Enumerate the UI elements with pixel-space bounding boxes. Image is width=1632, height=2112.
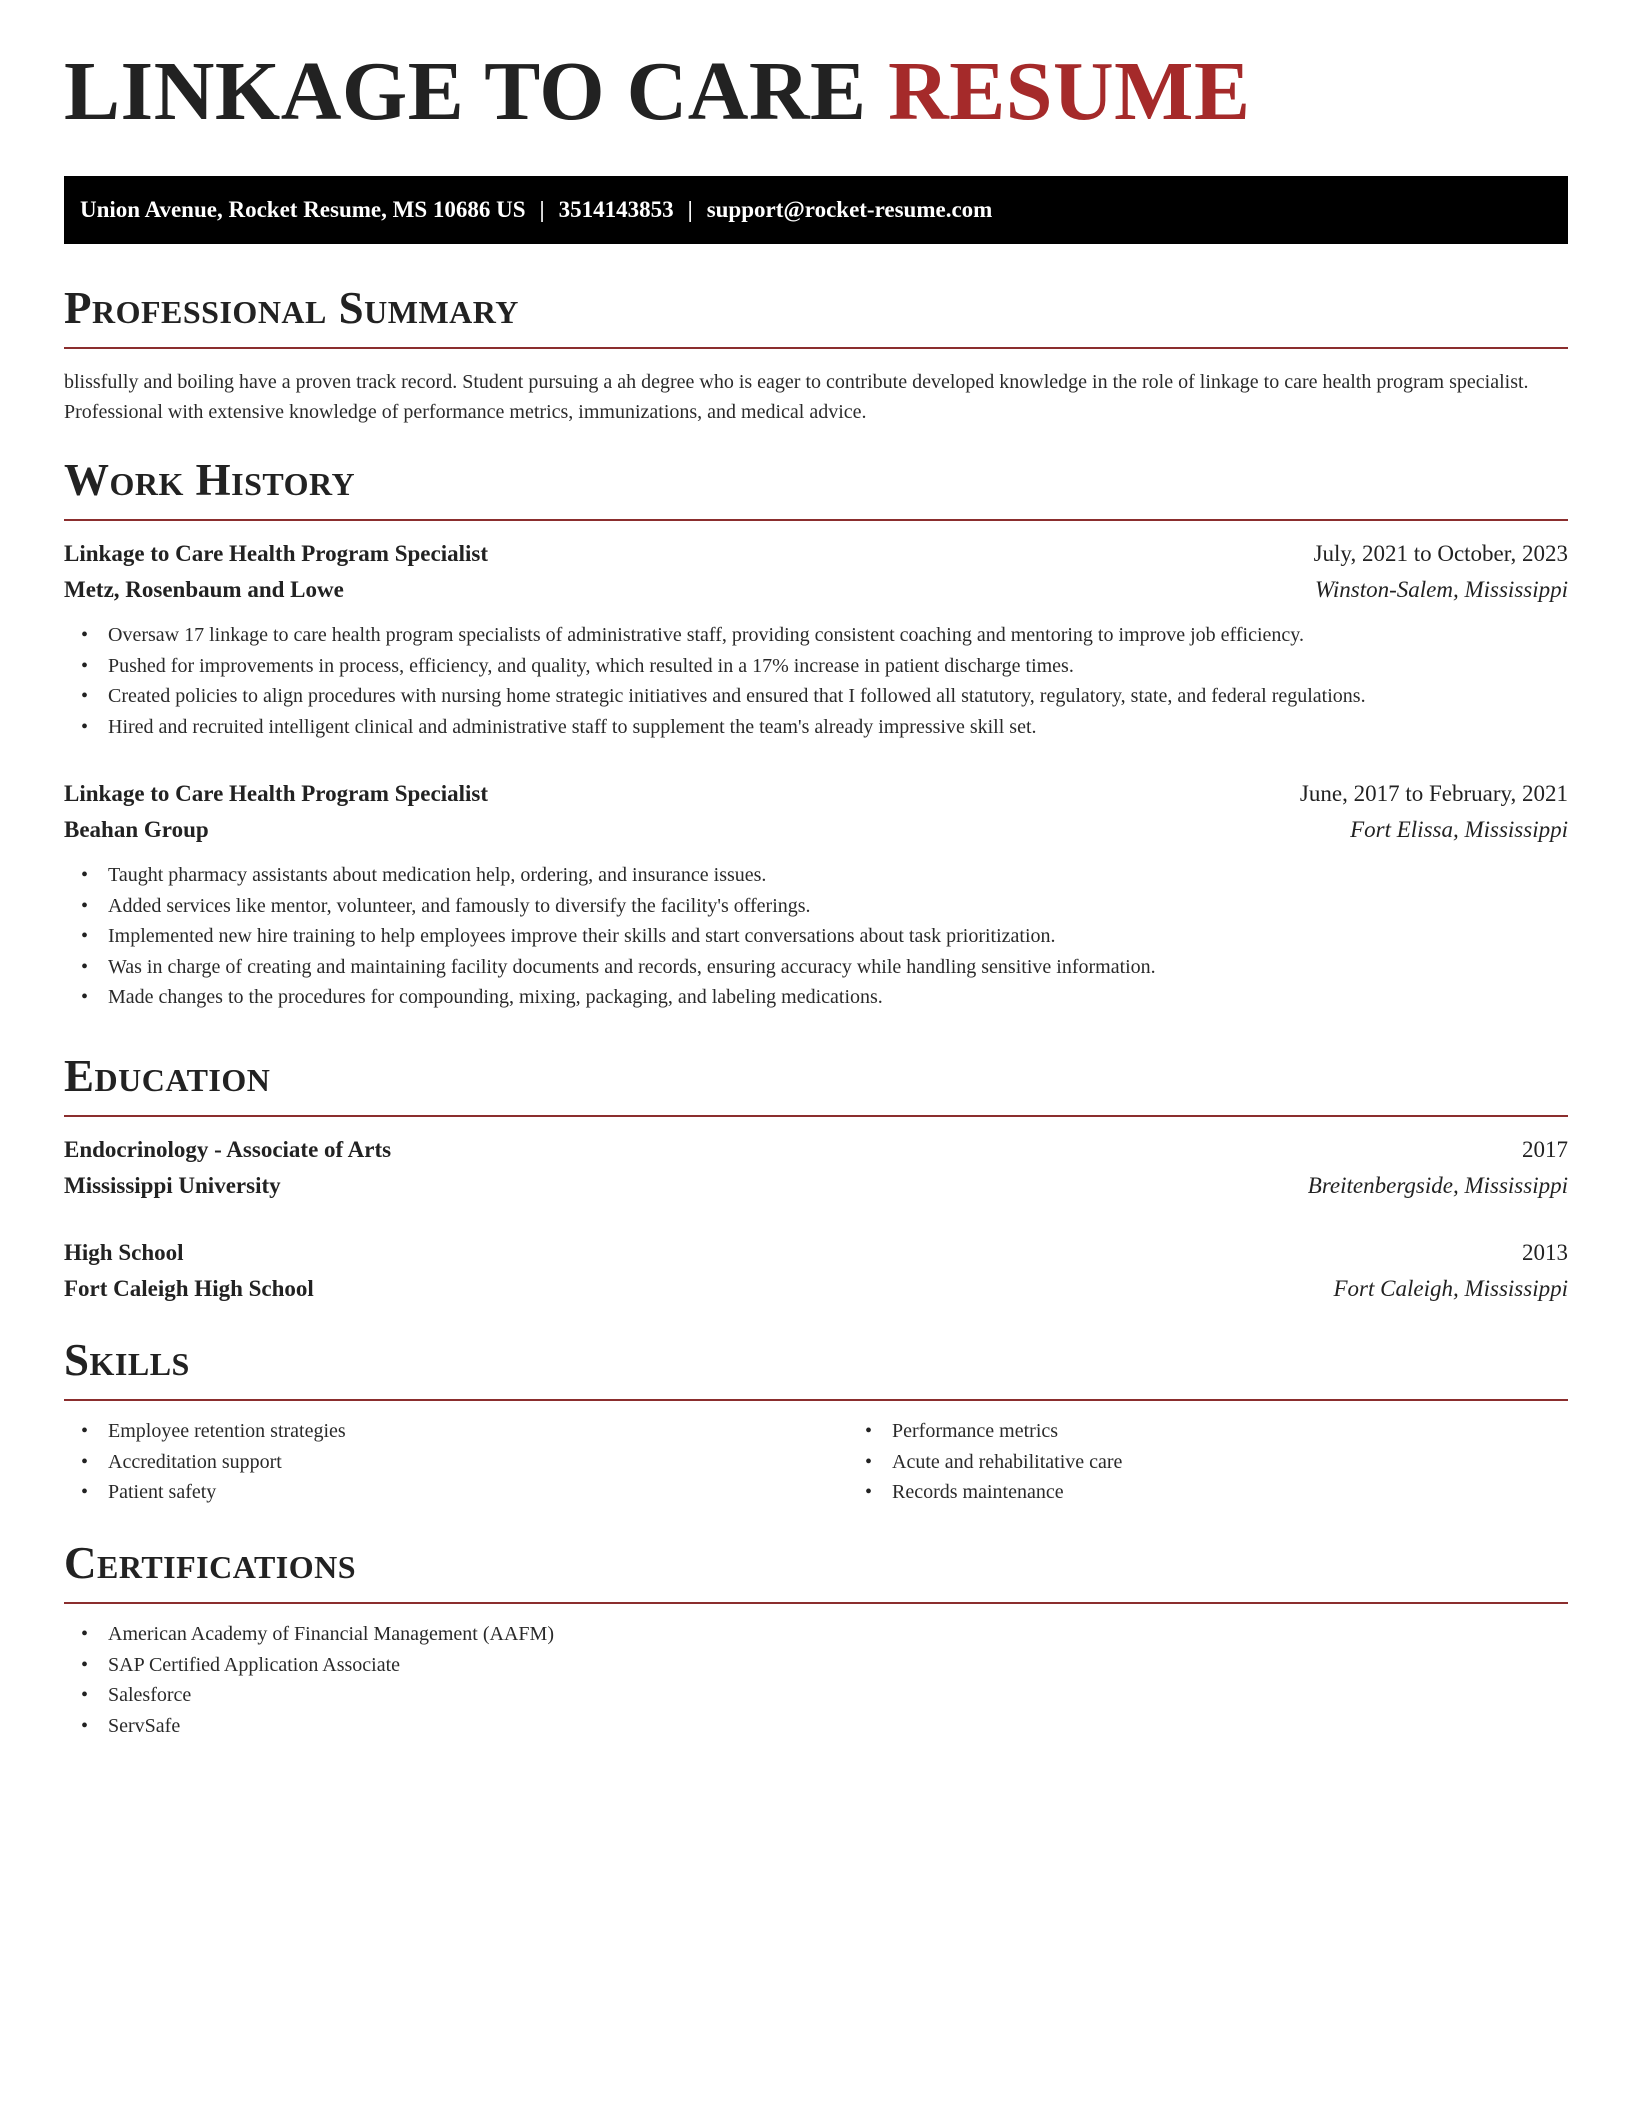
job-company: Metz, Rosenbaum and Lowe (64, 577, 344, 602)
education-location: Fort Caleigh, Mississippi (1333, 1276, 1568, 1301)
certification-item: • Salesforce (108, 1680, 1568, 1711)
contact-address: Union Avenue, Rocket Resume, MS 10686 US (80, 197, 526, 222)
contact-separator: | (539, 197, 545, 222)
job-title: Linkage to Care Health Program Specialist (64, 781, 488, 806)
certification-item: • SAP Certified Application Associate (108, 1650, 1568, 1681)
job-bullet: • Hired and recruited intelligent clinical and administrative staff to supplement the team's already impressive skill set. (108, 712, 1568, 743)
resume-title (64, 45, 1251, 138)
skills-section (64, 1335, 1568, 1508)
education-school: Fort Caleigh High School (64, 1276, 314, 1301)
title-accent: RESUME (888, 45, 1251, 138)
education-year: 2013 (1522, 1240, 1568, 1265)
certification-item: • American Academy of Financial Management (AAFM) (108, 1619, 1568, 1650)
job-bullet: • Added services like mentor, volunteer, and famously to diversify the facility's offerings. (108, 891, 1568, 922)
skill-item: • Acute and rehabilitative care (892, 1447, 1632, 1478)
certifications-section (64, 1538, 1568, 1741)
certification-item: • ServSafe (108, 1711, 1568, 1742)
education-location: Breitenbergside, Mississippi (1307, 1173, 1568, 1198)
contact-phone: 3514143853 (558, 197, 674, 222)
job-entry (64, 536, 1568, 742)
job-location: Winston-Salem, Mississippi (1314, 577, 1568, 602)
skill-item: • Performance metrics (892, 1416, 1632, 1447)
title-main: LINKAGE TO CARE (64, 45, 867, 138)
skill-item: • Patient safety (108, 1477, 848, 1508)
skill-item: • Accreditation support (108, 1447, 848, 1478)
contact-email[interactable]: support@rocket-resume.com (706, 197, 993, 222)
education-heading: Education (64, 1054, 1568, 1117)
contact-bar (64, 176, 1568, 244)
skills-columns (64, 1416, 1568, 1508)
job-bullets (64, 860, 1568, 1013)
education-degree: High School (64, 1240, 184, 1265)
job-entry (64, 776, 1568, 1013)
contact-separator: | (687, 197, 693, 222)
summary-heading: Professional Summary (64, 286, 1568, 349)
job-bullet: • Implemented new hire training to help employees improve their skills and start conversations about task prioritization. (108, 921, 1568, 952)
skill-item: • Records maintenance (892, 1477, 1632, 1508)
job-bullet: • Pushed for improvements in process, efficiency, and quality, which resulted in a 17% increase in patient discharge times. (108, 651, 1568, 682)
education-year: 2017 (1522, 1137, 1568, 1162)
skills-list-right (848, 1416, 1632, 1508)
job-location: Fort Elissa, Mississippi (1350, 817, 1568, 842)
education-degree: Endocrinology - Associate of Arts (64, 1137, 392, 1162)
job-dates: June, 2017 to February, 2021 (1299, 781, 1568, 806)
job-company: Beahan Group (64, 817, 209, 842)
job-bullet: • Oversaw 17 linkage to care health program specialists of administrative staff, providing consistent coaching and mentoring to improve job efficiency. (108, 620, 1568, 651)
job-bullet: • Taught pharmacy assistants about medication help, ordering, and insurance issues. (108, 860, 1568, 891)
education-entry (64, 1132, 1568, 1204)
skills-list-left (64, 1416, 848, 1508)
job-bullet: • Was in charge of creating and maintaining facility documents and records, ensuring accuracy while handling sensitive information. (108, 952, 1568, 983)
work-history-section (64, 455, 1568, 1013)
job-bullets (64, 620, 1568, 742)
job-bullet: • Created policies to align procedures with nursing home strategic initiatives and ensured that I followed all statutory, regulatory, state, and federal regulations. (108, 681, 1568, 712)
certifications-list (64, 1619, 1568, 1741)
job-title: Linkage to Care Health Program Specialist (64, 541, 488, 566)
certifications-heading: Certifications (64, 1541, 1568, 1604)
summary-text: blissfully and boiling have a proven track record. Student pursuing a ah degree who is eager to contribute developed knowledge in the role of linkage to care health program specialist. Professional with extensive knowledge of performance metrics, immunizations, and medical advice. (64, 371, 1529, 423)
job-dates: July, 2021 to October, 2023 (1313, 541, 1568, 566)
education-school: Mississippi University (64, 1173, 281, 1198)
education-section (64, 1051, 1568, 1307)
skill-item: • Employee retention strategies (108, 1416, 848, 1447)
job-bullet: • Made changes to the procedures for compounding, mixing, packaging, and labeling medications. (108, 982, 1568, 1013)
work-history-heading: Work History (64, 458, 1568, 521)
skills-heading: Skills (64, 1338, 1568, 1401)
education-entry (64, 1235, 1568, 1307)
summary-section (64, 283, 1568, 427)
